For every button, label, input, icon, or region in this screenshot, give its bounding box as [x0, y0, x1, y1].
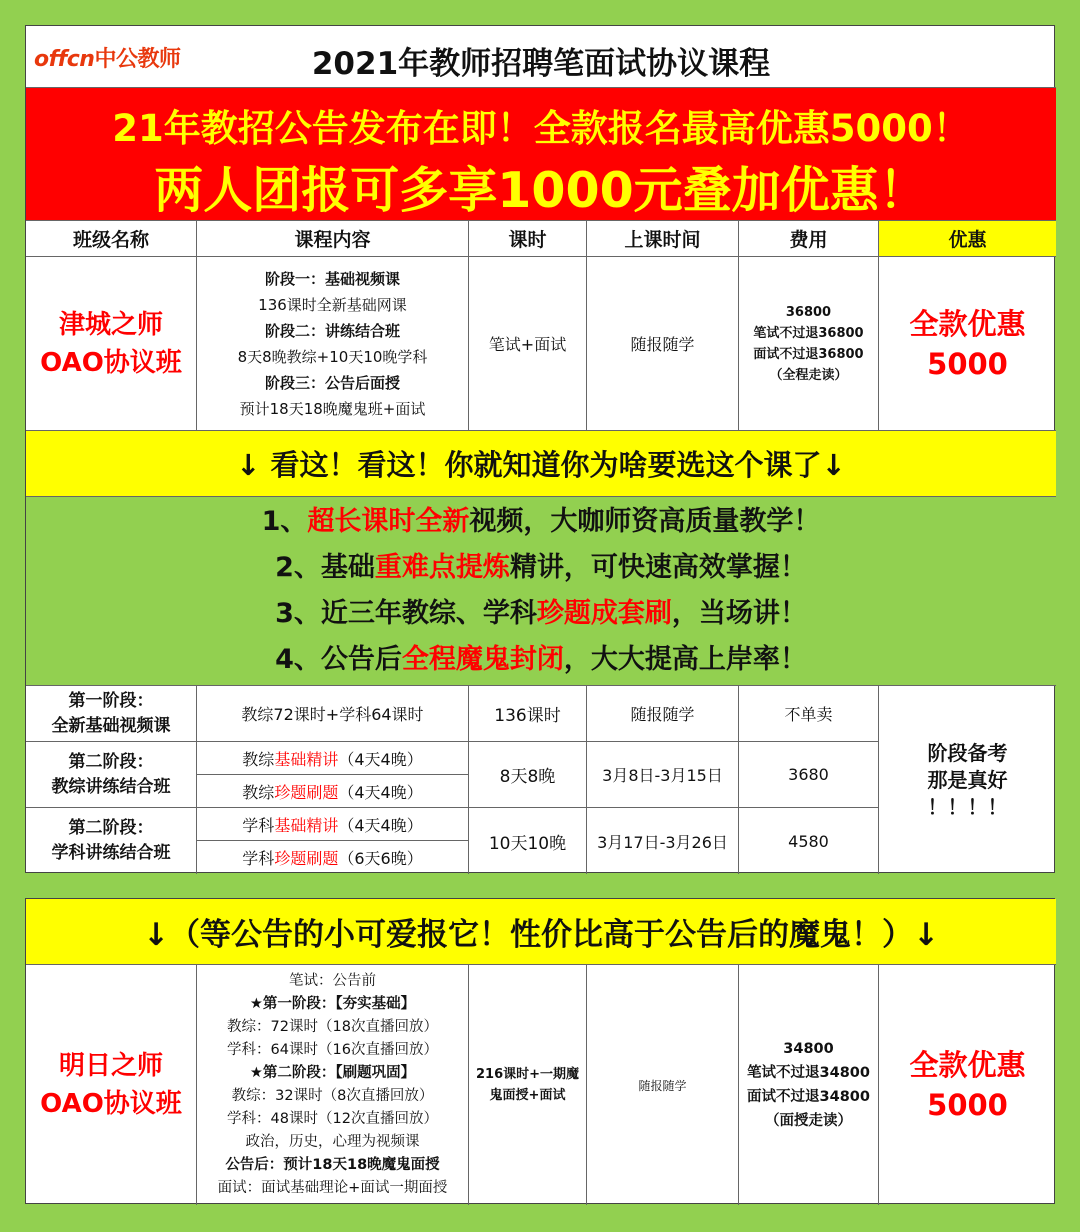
class-name-line2: OAO协议班: [40, 1089, 182, 1119]
stage-name-line: 第一阶段：: [68, 690, 154, 711]
course-table-top: [25, 25, 1055, 873]
fee-line: 面试不过退36800: [753, 346, 864, 362]
fee-line: （全程走读）: [769, 367, 848, 383]
class-name-jincheng: [26, 257, 197, 431]
class1-fee: [739, 257, 879, 431]
stage2-name: [26, 742, 197, 808]
stage-name-line: 学科讲练结合班: [51, 843, 171, 863]
fee-line: 34800: [783, 1041, 834, 1057]
discount-amount: 5000: [927, 346, 1008, 381]
fee-line: 笔试不过退36800: [753, 325, 864, 341]
stage3-hours: 10天10晚: [469, 808, 587, 874]
col-header-hours: 课时: [469, 221, 587, 257]
content-line: 预计18天18晚魔鬼班+面试: [239, 399, 426, 418]
stage-name-line: 第二阶段：: [68, 818, 154, 838]
point-2: 2、基础重难点提炼精讲，可快速高效掌握！: [275, 552, 807, 583]
class2-content: [197, 965, 469, 1205]
page-title: 2021年教师招聘笔面试协议课程: [311, 46, 771, 82]
class2-time: 随报随学: [587, 965, 739, 1205]
class-name-mingri: [26, 965, 197, 1205]
stage3-fee: 4580: [739, 808, 879, 874]
content-line: 政治，历史，心理为视频课: [245, 1134, 420, 1150]
discount-label: 全款优惠: [909, 1048, 1026, 1082]
stage1-fee: 不单卖: [739, 686, 879, 742]
stage3-row1: 学科基础精讲（4天4晚）: [197, 808, 469, 841]
promo-line-2: 两人团报可多享1000元叠加优惠！: [154, 162, 928, 219]
stage2-row2: 教综珍题刷题（4天4晚）: [197, 775, 469, 808]
class1-hours: 笔试+面试: [469, 257, 587, 431]
fee-line: 36800: [785, 304, 832, 320]
discount-amount: 5000: [927, 1088, 1008, 1122]
promo-line-1: 21年教招公告发布在即！全款报名最高优惠5000！: [112, 107, 970, 150]
content-line: 136课时全新基础网课: [258, 295, 407, 314]
content-line: 公告后：预计18天18晚魔鬼面授: [225, 1157, 440, 1173]
stage-name-line: 第二阶段：: [68, 751, 154, 772]
class1-discount: [879, 257, 1056, 431]
stage2-time: 3月8日-3月15日: [587, 742, 739, 808]
title-bar: [26, 26, 1056, 88]
fee-line: 面试不过退34800: [747, 1089, 870, 1105]
content-line: 8天8晚教综+10天10晚学科: [237, 347, 428, 366]
selling-points: [26, 497, 1056, 686]
hours-line: 鬼面授+面试: [489, 1088, 566, 1103]
col-header-time: 上课时间: [587, 221, 739, 257]
col-header-content: 课程内容: [197, 221, 469, 257]
class2-fee: [739, 965, 879, 1205]
stage1-time: 随报随学: [587, 686, 739, 742]
fee-line: （面授走读）: [765, 1113, 852, 1129]
col-header-discount: 优惠: [879, 221, 1056, 257]
class-name-line1: 明日之师: [58, 1051, 163, 1081]
hours-line: 216课时+一期魔: [475, 1067, 580, 1082]
stage3-row2: 学科珍题刷题（6天6晚）: [197, 841, 469, 874]
class-name-line1: 津城之师: [58, 309, 163, 340]
stage1-hours: 136课时: [469, 686, 587, 742]
content-line: 笔试：公告前: [289, 973, 376, 989]
stage2-row1: 教综基础精讲（4天4晚）: [197, 742, 469, 775]
fee-line: 笔试不过退34800: [747, 1065, 870, 1081]
content-line: 教综：72课时（18次直播回放）: [227, 1019, 438, 1035]
stage-name-line: 教综讲练结合班: [51, 776, 171, 797]
class2-hours: [469, 965, 587, 1205]
content-line: 教综：32课时（8次直播回放）: [231, 1088, 434, 1104]
col-header-fee: 费用: [739, 221, 879, 257]
content-line: 阶段一：基础视频课: [264, 269, 400, 288]
side-note-line: 那是真好: [927, 767, 1008, 792]
stage3-name: [26, 808, 197, 874]
point-1: 1、超长课时全新视频，大咖师资高质量教学！: [261, 506, 821, 537]
discount-label: 全款优惠: [909, 306, 1026, 341]
stage1-content: 教综72课时+学科64课时: [197, 686, 469, 742]
class1-content: [197, 257, 469, 431]
stage-name-line: 全新基础视频课: [51, 715, 171, 736]
content-line: ★第一阶段：【夯实基础】: [249, 996, 416, 1012]
course-table-bottom: [25, 898, 1055, 1204]
point-3: 3、近三年教综、学科珍题成套刷，当场讲！: [275, 598, 807, 629]
stage3-time: 3月17日-3月26日: [587, 808, 739, 874]
stage2-hours: 8天8晚: [469, 742, 587, 808]
content-line: 阶段二：讲练结合班: [264, 321, 400, 340]
content-line: 学科：48课时（12次直播回放）: [227, 1111, 438, 1127]
promo-banner: [26, 88, 1056, 221]
point-4: 4、公告后全程魔鬼封闭，大大提高上岸率！: [275, 644, 807, 675]
side-note-line: ！！！！: [927, 794, 1008, 819]
side-note-line: 阶段备考: [927, 740, 1008, 765]
offcn-logo: offcn中公教师: [34, 47, 181, 72]
stage-side-note: [879, 686, 1056, 874]
content-line: 阶段三：公告后面授: [264, 373, 400, 392]
class-name-line2: OAO协议班: [40, 347, 182, 378]
stage1-name: [26, 686, 197, 742]
content-line: 学科：64课时（16次直播回放）: [227, 1042, 438, 1058]
look-band: ↓ 看这！看这！你就知道你为啥要选这个课了↓: [26, 431, 1056, 497]
col-header-class: 班级名称: [26, 221, 197, 257]
content-line: 面试：面试基础理论+面试一期面授: [217, 1180, 448, 1196]
stage2-fee: 3680: [739, 742, 879, 808]
class1-time: 随报随学: [587, 257, 739, 431]
content-line: ★第二阶段：【刷题巩固】: [249, 1065, 416, 1081]
class2-discount: [879, 965, 1056, 1205]
second-band: ↓（等公告的小可爱报它！性价比高于公告后的魔鬼！）↓: [26, 899, 1056, 965]
